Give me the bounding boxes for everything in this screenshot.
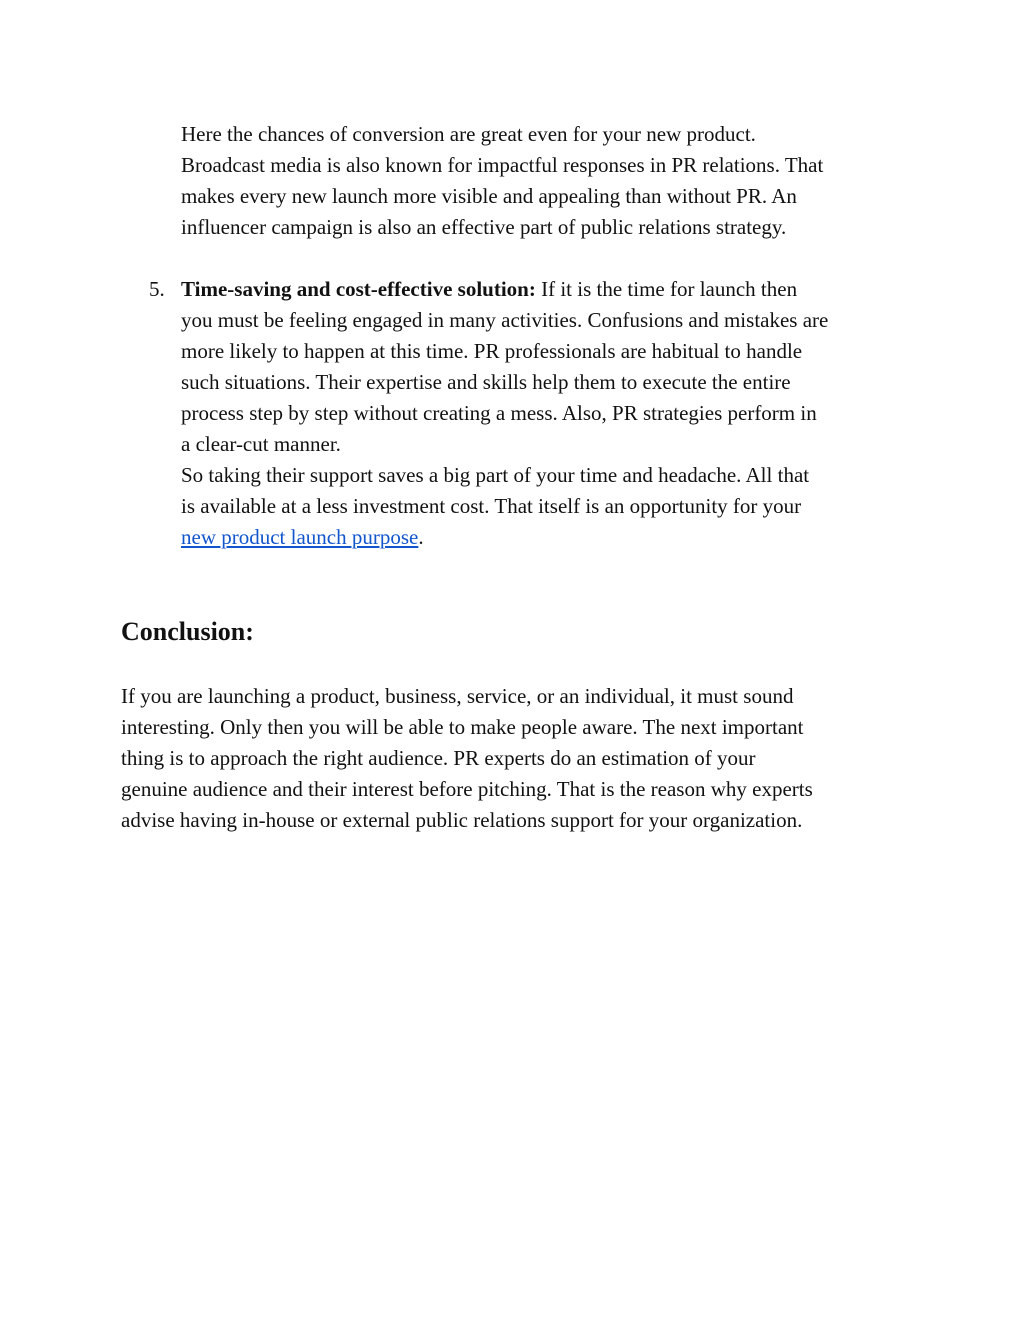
link-suffix: .	[418, 525, 424, 549]
paragraph-line: advise having in-house or external public relations support for your organization.	[121, 808, 803, 832]
list-item-lead: Time-saving and cost-effective solution:	[181, 277, 536, 301]
continued-paragraph	[181, 119, 911, 243]
list-item-first-line	[181, 274, 911, 305]
list-item-5	[149, 274, 911, 553]
paragraph-line: interesting. Only then you will be able to make people aware. The next important	[121, 715, 804, 739]
list-item-number: 5.	[149, 277, 165, 301]
paragraph-line: such situations. Their expertise and skills help them to execute the entire	[181, 370, 791, 394]
paragraph-line: If you are launching a product, business, service, or an individual, it must sound	[121, 684, 794, 708]
paragraph-line: you must be feeling engaged in many activities. Confusions and mistakes are	[181, 308, 829, 332]
paragraph-line: So taking their support saves a big part of your time and headache. All that	[181, 463, 810, 487]
link-line	[181, 522, 911, 553]
paragraph-line: influencer campaign is also an effective part of public relations strategy.	[181, 215, 787, 239]
paragraph-line: is available at a less investment cost. That itself is an opportunity for your	[181, 494, 802, 518]
paragraph-line: thing is to approach the right audience. PR experts do an estimation of your	[121, 746, 756, 770]
paragraph-line: makes every new launch more visible and appealing than without PR. An	[181, 184, 797, 208]
conclusion-paragraph	[121, 681, 911, 836]
paragraph-line: a clear-cut manner.	[181, 432, 341, 456]
paragraph-line: process step by step without creating a mess. Also, PR strategies perform in	[181, 401, 817, 425]
new-product-launch-link[interactable]: new product launch purpose	[181, 525, 419, 549]
paragraph-line: Here the chances of conversion are great even for your new product.	[181, 122, 756, 146]
paragraph-line: genuine audience and their interest before pitching. That is the reason why experts	[121, 777, 813, 801]
conclusion-heading: Conclusion:	[121, 617, 254, 646]
paragraph-line: more likely to happen at this time. PR professionals are habitual to handle	[181, 339, 803, 363]
paragraph-line: Broadcast media is also known for impactful responses in PR relations. That	[181, 153, 824, 177]
list-item-first-line-text: If it is the time for launch then	[535, 277, 798, 301]
